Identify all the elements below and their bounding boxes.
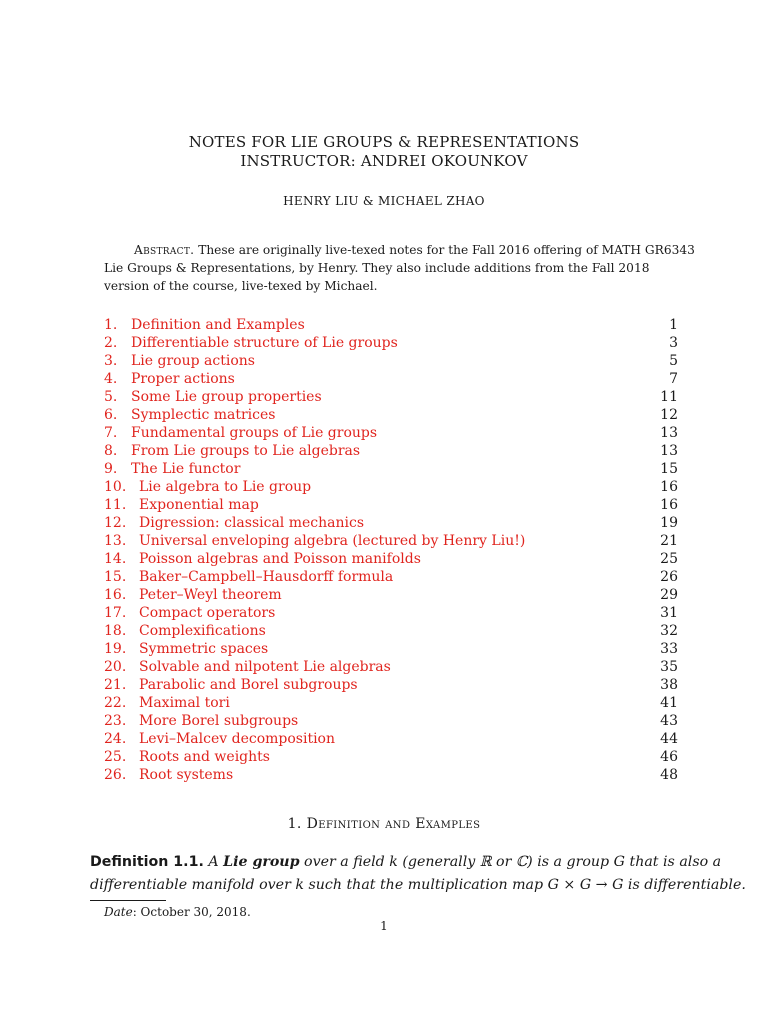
toc-entry[interactable] — [0, 586, 768, 604]
toc-entry-page: 26 — [660, 569, 678, 585]
toc-entry-number: 17. — [104, 605, 127, 621]
toc-entry[interactable] — [0, 334, 768, 352]
toc-entry-link[interactable]: Symplectic matrices — [131, 407, 276, 423]
toc-entry[interactable] — [0, 478, 768, 496]
definition-text-1b: over a field k (generally ℝ or ℂ) is a group G that is also a — [299, 854, 722, 870]
abstract-line-1 — [104, 241, 695, 259]
toc-entry-page: 38 — [660, 677, 678, 693]
abstract-line-2: Lie Groups & Representations, by Henry. They also include additions from the Fall 2018 — [104, 261, 650, 275]
toc-entry-number: 4. — [104, 371, 118, 387]
toc-entry-page: 29 — [660, 587, 678, 603]
toc-entry-page: 16 — [660, 497, 678, 513]
toc-entry-page: 48 — [660, 767, 678, 783]
toc-entry-link[interactable]: Levi–Malcev decomposition — [139, 731, 336, 747]
toc-entry-number: 1. — [104, 317, 118, 333]
footnote — [104, 905, 251, 919]
section-title: Definition and Examples — [306, 816, 481, 832]
definition-line-1 — [90, 851, 722, 874]
toc-entry-page: 19 — [660, 515, 678, 531]
toc-entry-number: 19. — [104, 641, 127, 657]
abstract — [104, 241, 695, 295]
definition-label: Definition 1.1. — [90, 854, 204, 870]
abstract-line-3: version of the course, live-texed by Michael. — [104, 279, 378, 293]
toc-entry-number: 24. — [104, 731, 127, 747]
toc-entry[interactable] — [0, 496, 768, 514]
footnote-rule — [90, 900, 166, 901]
toc-entry[interactable] — [0, 424, 768, 442]
toc-entry[interactable] — [0, 406, 768, 424]
footnote-label: Date — [104, 905, 133, 919]
section-number: 1. — [287, 816, 302, 832]
definition-block — [90, 851, 746, 897]
toc-entry-link[interactable]: Definition and Examples — [131, 317, 305, 333]
paper-title-line-1: NOTES FOR LIE GROUPS & REPRESENTATIONS — [188, 133, 580, 151]
toc-entry[interactable] — [0, 730, 768, 748]
toc-entry[interactable] — [0, 550, 768, 568]
toc-entry-page: 25 — [660, 551, 678, 567]
toc-entry-link[interactable]: The Lie functor — [131, 461, 241, 477]
toc-entry-number: 7. — [104, 425, 118, 441]
toc-entry-link[interactable]: Universal enveloping algebra (lectured by Henry Liu!) — [139, 533, 526, 549]
toc-entry-link[interactable]: More Borel subgroups — [139, 713, 299, 729]
toc-entry-link[interactable]: Maximal tori — [139, 695, 230, 711]
toc-entry-page: 46 — [660, 749, 678, 765]
definition-line-2: differentiable manifold over k such that the multiplication map G × G → G is differentiable. — [90, 877, 746, 893]
section-heading — [0, 816, 768, 832]
toc-entry-page: 35 — [660, 659, 678, 675]
paper-title-line-2: INSTRUCTOR: ANDREI OKOUNKOV — [240, 152, 528, 170]
toc-entry-page: 12 — [660, 407, 678, 423]
toc-entry[interactable] — [0, 514, 768, 532]
toc-entry-link[interactable]: Differentiable structure of Lie groups — [131, 335, 398, 351]
toc-entry-number: 22. — [104, 695, 127, 711]
toc-entry-number: 2. — [104, 335, 118, 351]
toc-entry-number: 21. — [104, 677, 127, 693]
toc-entry-page: 16 — [660, 479, 678, 495]
footnote-text: : October 30, 2018. — [132, 905, 251, 919]
toc-entry-number: 20. — [104, 659, 127, 675]
toc-entry[interactable] — [0, 370, 768, 388]
toc-entry[interactable] — [0, 568, 768, 586]
toc-entry-number: 6. — [104, 407, 118, 423]
toc-entry-number: 25. — [104, 749, 127, 765]
toc-entry-page: 41 — [660, 695, 678, 711]
toc-entry-link[interactable]: Roots and weights — [139, 749, 270, 765]
toc-entry[interactable] — [0, 316, 768, 334]
toc-entry-link[interactable]: Symmetric spaces — [139, 641, 269, 657]
toc-entry-page: 32 — [660, 623, 678, 639]
toc-entry-page: 15 — [660, 461, 678, 477]
toc-entry-link[interactable]: Some Lie group properties — [131, 389, 322, 405]
toc-entry-link[interactable]: Complexifications — [139, 623, 266, 639]
toc-entry-link[interactable]: Proper actions — [131, 371, 235, 387]
toc-entry-number: 11. — [104, 497, 127, 513]
toc-entry-page: 5 — [669, 353, 678, 369]
toc-entry[interactable] — [0, 532, 768, 550]
toc-entry[interactable] — [0, 604, 768, 622]
toc-entry[interactable] — [0, 766, 768, 784]
toc-entry-number: 16. — [104, 587, 127, 603]
abstract-label: Abstract. — [134, 243, 195, 257]
toc-entry-link[interactable]: Root systems — [139, 767, 234, 783]
toc-entry-page: 11 — [660, 389, 678, 405]
toc-entry[interactable] — [0, 712, 768, 730]
authors: HENRY LIU & MICHAEL ZHAO — [283, 194, 485, 208]
toc-entry[interactable] — [0, 658, 768, 676]
toc-entry-number: 14. — [104, 551, 127, 567]
table-of-contents — [0, 316, 768, 784]
toc-entry-link[interactable]: Lie group actions — [131, 353, 255, 369]
toc-entry-link[interactable]: Compact operators — [139, 605, 276, 621]
definition-text-1a: A — [203, 854, 224, 870]
toc-entry-page: 44 — [660, 731, 678, 747]
toc-entry-link[interactable]: Parabolic and Borel subgroups — [139, 677, 358, 693]
toc-entry[interactable] — [0, 748, 768, 766]
toc-entry-link[interactable]: Poisson algebras and Poisson manifolds — [139, 551, 421, 567]
toc-entry-number: 3. — [104, 353, 118, 369]
toc-entry-number: 5. — [104, 389, 118, 405]
toc-entry-link[interactable]: From Lie groups to Lie algebras — [131, 443, 361, 459]
toc-entry-page: 13 — [660, 425, 678, 441]
toc-entry-link[interactable]: Baker–Campbell–Hausdorff formula — [139, 569, 394, 585]
toc-entry[interactable] — [0, 352, 768, 370]
toc-entry-link[interactable]: Fundamental groups of Lie groups — [131, 425, 378, 441]
toc-entry-link[interactable]: Peter–Weyl theorem — [139, 587, 282, 603]
toc-entry-page: 33 — [660, 641, 678, 657]
toc-entry[interactable] — [0, 622, 768, 640]
toc-entry-number: 23. — [104, 713, 127, 729]
toc-entry-number: 18. — [104, 623, 127, 639]
toc-entry-number: 12. — [104, 515, 127, 531]
toc-entry-page: 21 — [660, 533, 678, 549]
toc-entry-number: 9. — [104, 461, 118, 477]
toc-entry[interactable] — [0, 676, 768, 694]
toc-entry-number: 15. — [104, 569, 127, 585]
toc-entry-link[interactable]: Exponential map — [139, 497, 259, 513]
toc-entry-number: 8. — [104, 443, 118, 459]
toc-entry-link[interactable]: Digression: classical mechanics — [139, 515, 365, 531]
toc-entry[interactable] — [0, 442, 768, 460]
toc-entry-page: 7 — [669, 371, 678, 387]
toc-entry-number: 13. — [104, 533, 127, 549]
page-number: 1 — [380, 919, 388, 933]
definition-term: Lie group — [223, 854, 300, 870]
toc-entry-link[interactable]: Solvable and nilpotent Lie algebras — [139, 659, 391, 675]
toc-entry-page: 31 — [660, 605, 678, 621]
toc-entry-number: 26. — [104, 767, 127, 783]
toc-entry-page: 43 — [660, 713, 678, 729]
toc-entry[interactable] — [0, 694, 768, 712]
toc-entry-link[interactable]: Lie algebra to Lie group — [139, 479, 312, 495]
toc-entry[interactable] — [0, 388, 768, 406]
toc-entry-page: 13 — [660, 443, 678, 459]
toc-entry-page: 1 — [669, 317, 678, 333]
toc-entry-page: 3 — [669, 335, 678, 351]
toc-entry[interactable] — [0, 460, 768, 478]
toc-entry[interactable] — [0, 640, 768, 658]
abstract-text-1: These are originally live-texed notes for the Fall 2016 offering of MATH GR6343 — [194, 243, 695, 257]
toc-entry-number: 10. — [104, 479, 127, 495]
